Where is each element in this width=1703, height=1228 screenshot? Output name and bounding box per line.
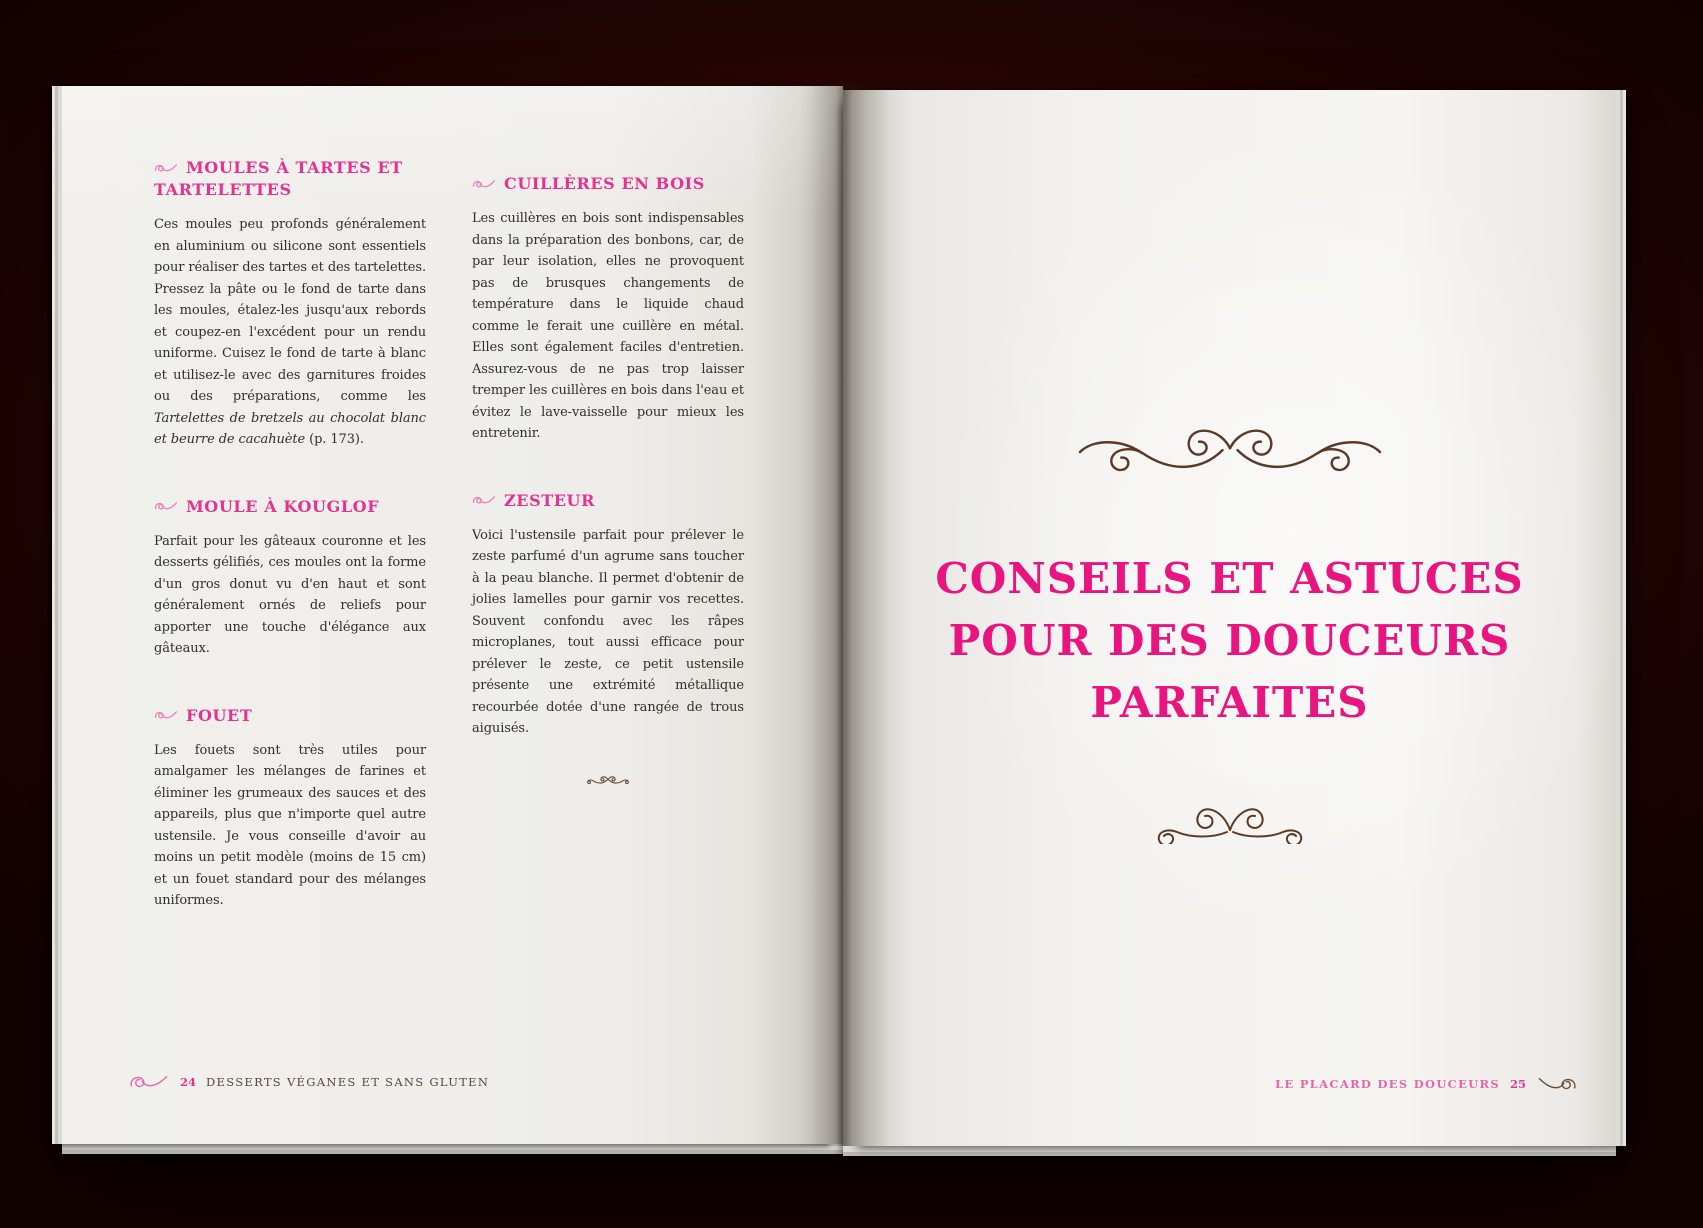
section-body: Les fouets sont très utiles pour amalgamer les mélanges de farines et éliminer les grumeaux des sauces et des appareils, plus que n'importe quel autre ustensile. Je vous conseille d'avoir au moins un petit modèle (moins de 15 cm) et un fouet standard pour des mélanges uniformes.	[154, 742, 426, 908]
swirl-icon	[154, 496, 178, 515]
right-page-footer	[1275, 1074, 1578, 1094]
chapter-title	[843, 548, 1616, 734]
swirl-icon	[472, 490, 496, 509]
section-cuilleres-en-bois	[472, 172, 744, 445]
footer-swirl-icon	[1536, 1074, 1578, 1094]
small-flourish-ornament-icon	[472, 770, 744, 789]
page-number: 24	[180, 1075, 197, 1089]
section-heading-text: CUILLÈRES EN BOIS	[504, 174, 705, 193]
section-body: Parfait pour les gâteaux couronne et les desserts gélifiés, ces moules ont la forme d'un gros donut vu d'en haut et sont généralement ornés de reliefs pour apporter une touche d'élégance aux gâteaux.	[154, 533, 426, 656]
section-zesteur	[472, 489, 744, 740]
medium-flourish-ornament-icon	[843, 796, 1616, 844]
section-body: Les cuillères en bois sont indispensables dans la préparation des bonbons, car, de par leur isolation, elles ne provoquent pas de brusques changements de température dans le liquide chaud comme le ferait une cuillère en métal. Elles sont également faciles d'entretien. Assurez-vous de ne pas trop laisser tremper les cuillères en bois dans l'eau et évitez le lave-vaisselle pour mieux les entretenir.	[472, 211, 744, 441]
chapter-title-line: CONSEILS ET ASTUCES	[935, 554, 1524, 603]
section-heading-text: ZESTEUR	[504, 490, 595, 510]
section-body: Voici l'ustensile parfait pour prélever le zeste parfumé d'un agrume sans toucher à la peau blanche. Il permet d'obtenir de jolies lamelles pour garnir vos recettes. Souvent confondu avec les râpes microplanes, tout aussi efficace pour prélever le zeste, ce petit ustensile présente une extrémité métallique recourbée dotée d'une rangée de trous aiguisés.	[472, 527, 744, 736]
section-heading-text: FOUET	[186, 705, 253, 725]
section-heading	[154, 704, 426, 727]
chapter-title-line: POUR DES DOUCEURS	[948, 616, 1511, 665]
swirl-icon	[154, 705, 178, 724]
section-heading-text: MOULES À TARTES ET TARTELETTES	[154, 158, 403, 199]
right-page	[843, 90, 1616, 1146]
section-fouet	[154, 704, 426, 912]
footer-book-title: DESSERTS VÉGANES ET SANS GLUTEN	[206, 1075, 490, 1089]
section-moule-a-kouglof	[154, 495, 426, 660]
left-page-column-1	[154, 156, 426, 912]
section-heading	[154, 495, 426, 518]
section-body: Ces moules peu profonds généralement en aluminium ou silicone sont essentiels pour réaliser des tartes et des tartelettes. Pressez la pâte ou le fond de tarte dans les moules, étalez-les jusqu'aux rebords et coupez-en l'excédent pour un rendu uniforme. Cuisez le fond de tarte à blanc et utilisez-le avec des garnitures froides ou des préparations, comme les Tartelettes de bretzels au chocolat blanc et beurre de cacahuète (p. 173).	[154, 217, 426, 447]
footer-chapter-title: LE PLACARD DES DOUCEURS	[1275, 1077, 1500, 1091]
section-heading	[154, 156, 426, 201]
chapter-title-line: PARFAITES	[1090, 678, 1369, 727]
swirl-icon	[472, 173, 496, 192]
footer-swirl-icon	[128, 1072, 170, 1092]
page-number: 25	[1509, 1077, 1526, 1091]
swirl-icon	[154, 157, 178, 176]
section-heading	[472, 489, 744, 512]
section-moules-a-tartes	[154, 156, 426, 451]
section-heading	[472, 172, 744, 195]
left-page-footer	[128, 1072, 489, 1092]
section-heading-text: MOULE À KOUGLOF	[186, 496, 380, 516]
left-page-column-2	[472, 172, 744, 789]
left-page	[62, 86, 843, 1144]
large-flourish-ornament-icon	[843, 422, 1616, 482]
